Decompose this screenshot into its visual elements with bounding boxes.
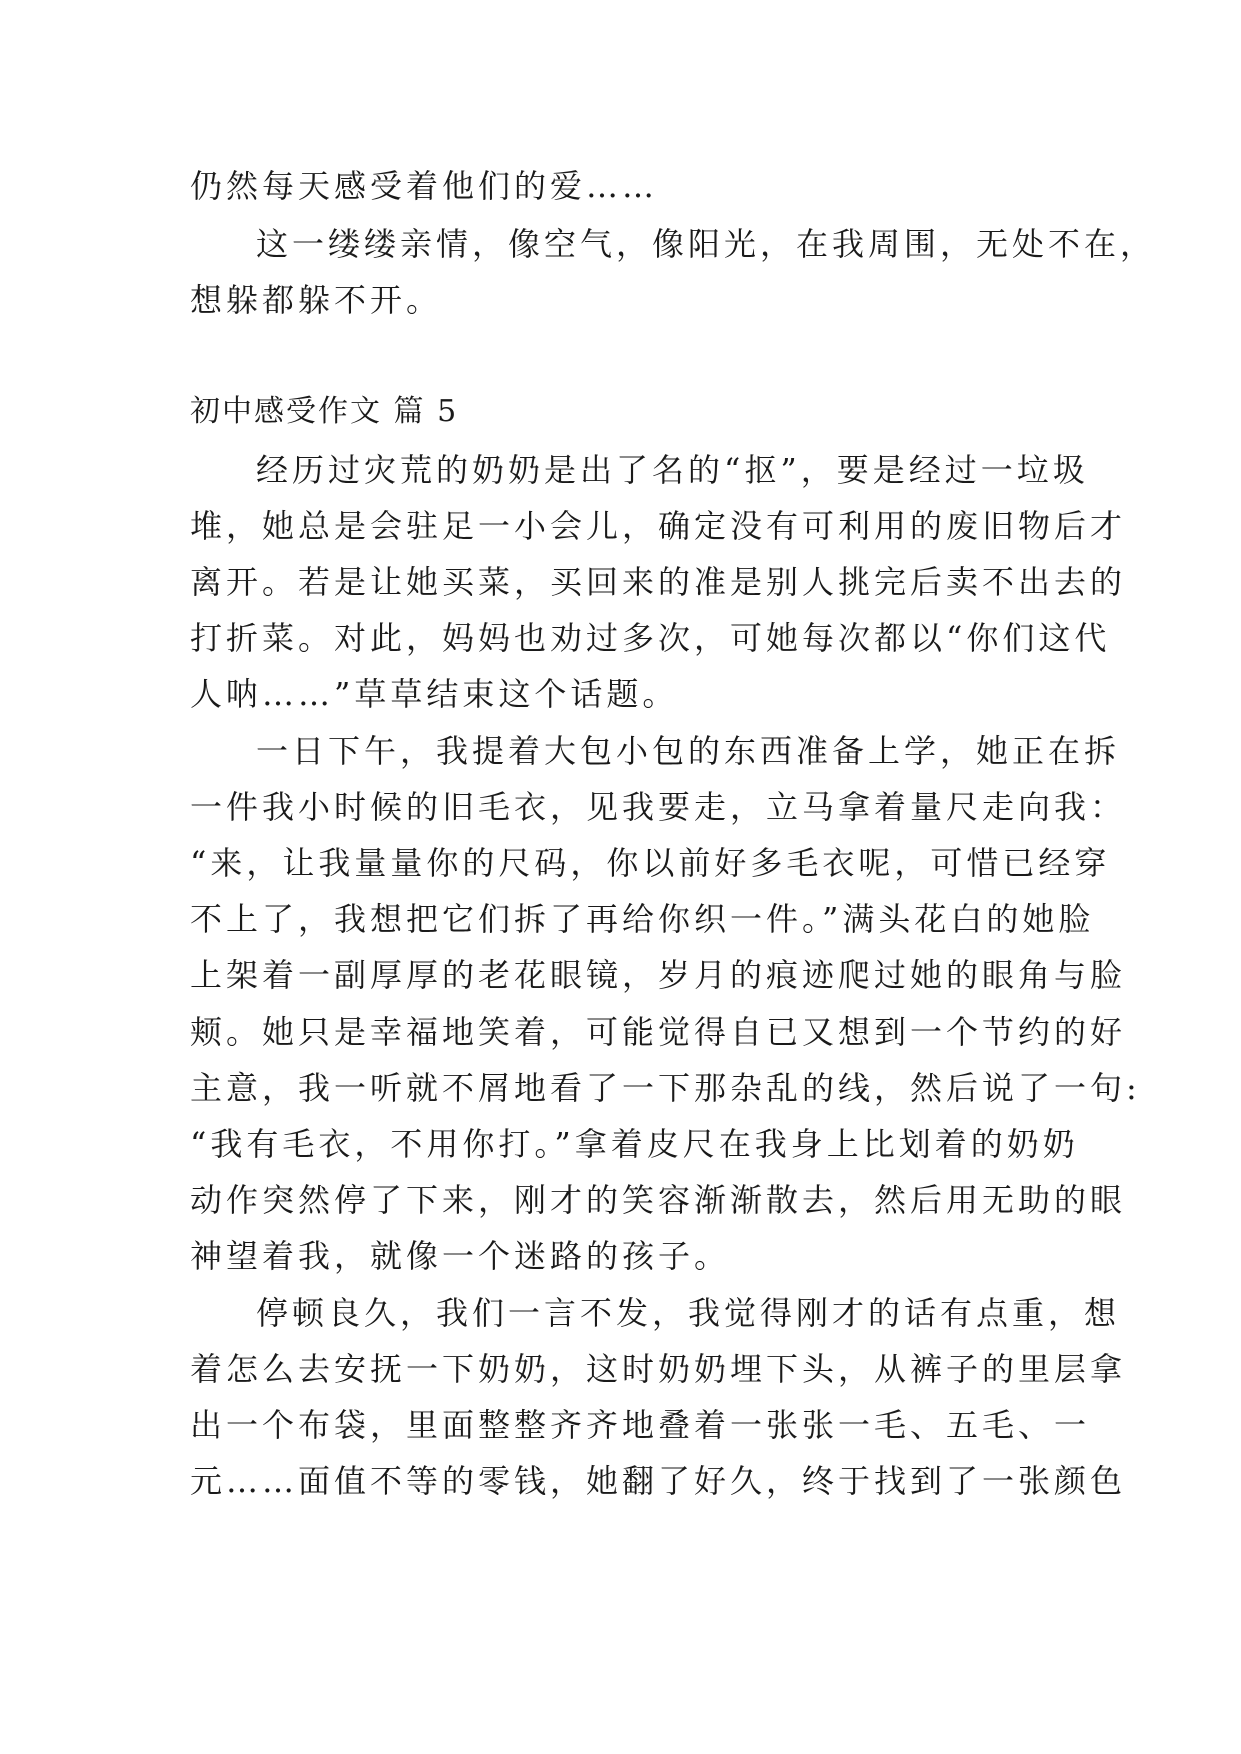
para2-line-2: 一件我小时候的旧毛衣，见我要走，立马拿着量尺走向我： [190, 788, 1127, 826]
para2-line-9: 动作突然停了下来，刚才的笑容渐渐散去，然后用无助的眼 [190, 1181, 1127, 1219]
para1-line-3: 离开。若是让她买菜，买回来的准是别人挑完后卖不出去的 [190, 563, 1127, 601]
para1-line-2: 堆，她总是会驻足一小会儿，确定没有可利用的废旧物后才 [190, 507, 1127, 545]
para2-line-5: 上架着一副厚厚的老花眼镜，岁月的痕迹爬过她的眼角与脸 [190, 956, 1127, 994]
para2-line-3: “来，让我量量你的尺码，你以前好多毛衣呢，可惜已经穿 [190, 844, 1111, 882]
para3-line-4: 元……面值不等的零钱，她翻了好久，终于找到了一张颜色 [190, 1462, 1127, 1500]
para2-line-4: 不上了，我想把它们拆了再给你织一件。”满头花白的她脸 [190, 900, 1095, 938]
para2-line-10: 神望着我，就像一个迷路的孩子。 [190, 1237, 731, 1275]
section-heading: 初中感受作文 篇 5 [190, 394, 459, 429]
para-qinqing-line-2: 想躲都躲不开。 [190, 281, 443, 319]
para1-line-5: 人呐……”草草结束这个话题。 [190, 675, 679, 713]
para1-line-4: 打折菜。对此，妈妈也劝过多次，可她每次都以“你们这代 [190, 619, 1111, 657]
para2-line-1: 一日下午，我提着大包小包的东西准备上学，她正在拆 [256, 732, 1121, 770]
para2-line-7: 主意，我一听就不屑地看了一下那杂乱的线，然后说了一句: [190, 1069, 1141, 1107]
para1-line-1: 经历过灾荒的奶奶是出了名的“抠”，要是经过一垃圾 [256, 451, 1089, 489]
para2-line-6: 颊。她只是幸福地笑着，可能觉得自已又想到一个节约的好 [190, 1013, 1127, 1051]
para3-line-2: 着怎么去安抚一下奶奶，这时奶奶埋下头，从裤子的里层拿 [190, 1350, 1127, 1388]
para-qinqing-line-1: 这一缕缕亲情，像空气，像阳光，在我周围，无处不在， [256, 225, 1157, 263]
para2-line-8: “我有毛衣，不用你打。”拿着皮尺在我身上比划着的奶奶 [190, 1125, 1079, 1163]
para3-line-3: 出一个布袋，里面整整齐齐地叠着一张张一毛、五毛、一 [190, 1406, 1091, 1444]
carryover-line-1: 仍然每天感受着他们的爱…… [190, 167, 659, 205]
para3-line-1: 停顿良久，我们一言不发，我觉得刚才的话有点重，想 [256, 1294, 1121, 1332]
